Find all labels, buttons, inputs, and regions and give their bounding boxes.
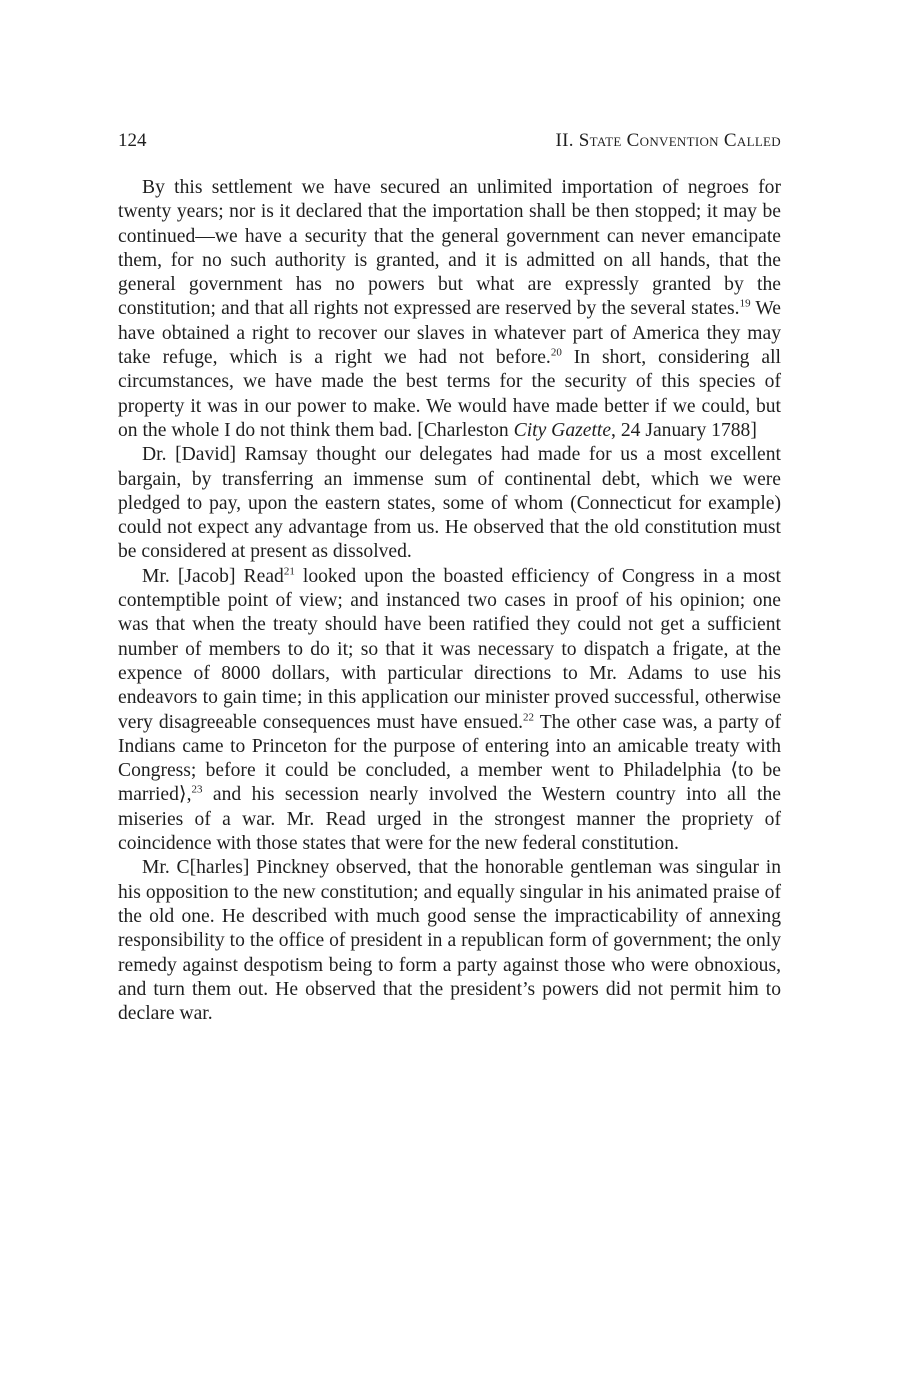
text-run: The other case was, a party of Indians came to Princeton for the purpose of entering into an amicable treaty with Congress; before it could be concluded, a member went to Philadelphia ⟨to be married⟩,	[118, 711, 781, 806]
text-run: Mr. C[harles] Pinckney observed, that the honorable gentleman was singular in his opposition to the new constitution; and equally singular in his animated praise of the old one. He described with much good sense the impracticability of annexing responsibility to the office of president in a republican form of government; the only remedy against despotism being to form a party against those who were obnoxious, and turn them out. He observed that the president’s powers did not permit him to declare war.	[118, 857, 781, 1025]
footnote-reference: 20	[550, 346, 562, 359]
text-run: By this settlement we have secured an unlimited importation of negroes for twenty years; nor is it declared that the importation shall be then stopped; it may be continued—we have a security that the general government can never emancipate them, for no such authority is granted, and it is admitted on all hands, that the general government has no powers but what are expressly granted by the constitution; and that all rights not expressed are reserved by the several states.	[118, 177, 781, 320]
footnote-reference: 21	[283, 565, 295, 578]
book-page	[118, 128, 781, 1026]
page-number: 124	[118, 130, 147, 151]
text-run: Dr. [David] Ramsay thought our delegates had made for us a most excellent bargain, by transferring an immense sum of continental debt, which we were pledged to pay, upon the eastern states, some of whom (Connecticut for example) could not expect any advantage from us. He observed that the old constitution must be considered at present as dissolved.	[118, 444, 781, 563]
running-head	[118, 128, 781, 154]
paragraph	[118, 443, 781, 564]
text-run: and his secession nearly involved the Western country into all the miseries of a war. Mr. Read urged in the strongest manner the propriety of coincidence with those states that were for the new federal constitution.	[118, 784, 781, 855]
italic-text: City Gazette	[513, 419, 612, 441]
footnote-reference: 23	[191, 783, 203, 796]
text-run: , 24 January 1788]	[611, 419, 757, 441]
text-run: looked upon the boasted efficiency of Congress in a most contemptible point of view; and instanced two cases in proof of his opinion; one was that when the treaty should have been ratified they could not get a sufficient number of members to do it; so that it was necessary to dispatch a frigate, at the expence of 8000 dollars, with particular directions to Mr. Adams to use his endeavors to gain time; in this application our minister proved successful, otherwise very disagreeable consequences must have ensued.	[118, 565, 781, 733]
text-run: Mr. [Jacob] Read	[142, 565, 284, 587]
text-run: In short, considering all circumstances, we have made the best terms for the security of this species of property it was in our power to make. We would have made better if we could, but on the whole I do not think them bad. [Charleston	[118, 347, 781, 441]
running-title: II. State Convention Called	[555, 130, 781, 151]
footnote-reference: 19	[739, 297, 751, 310]
body-text	[118, 176, 781, 1026]
footnote-reference: 22	[523, 711, 535, 723]
paragraph	[118, 856, 781, 1026]
paragraph	[118, 565, 781, 857]
text-run: We have obtained a right to recover our slaves in whatever part of America they may take refuge, which is a right we had not before.	[118, 298, 781, 369]
paragraph	[118, 176, 781, 443]
